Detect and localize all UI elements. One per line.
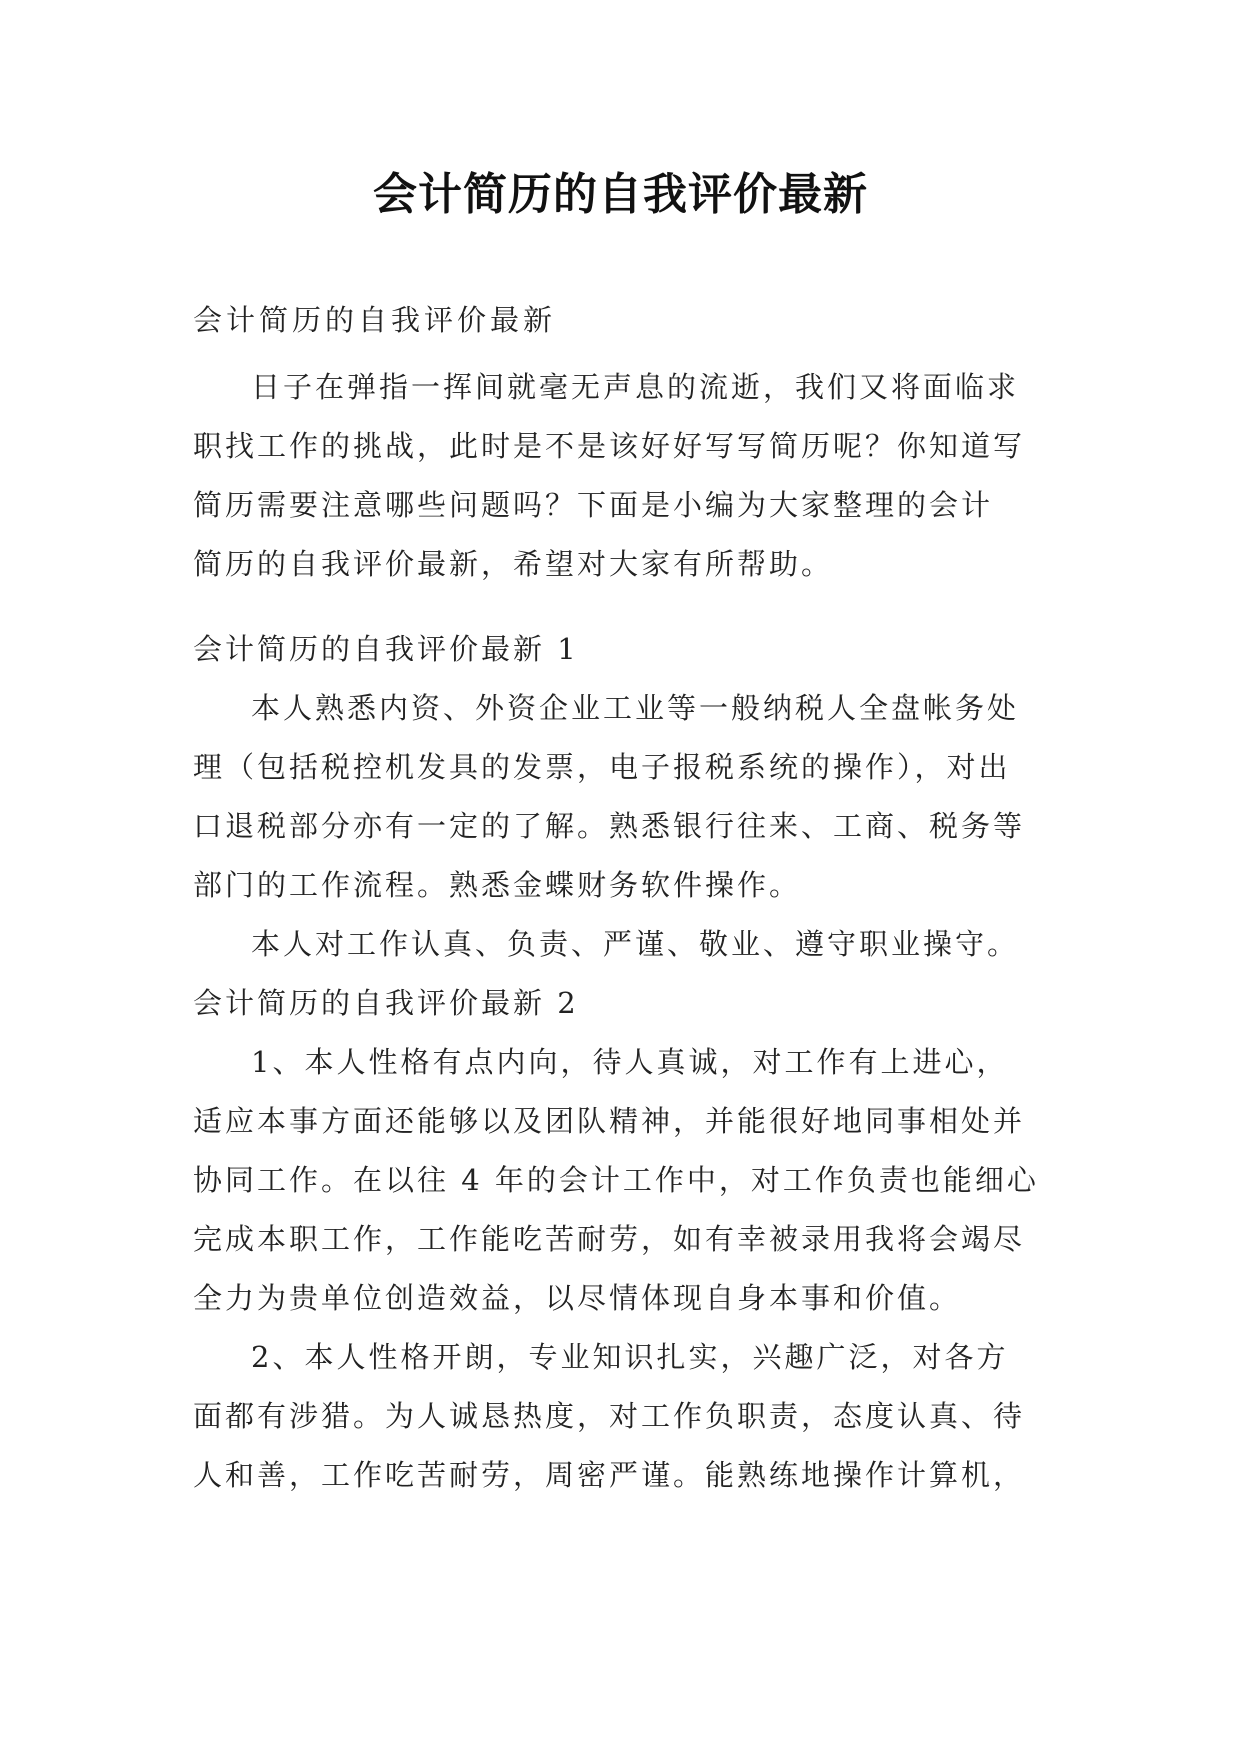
intro-line: 日子在弹指一挥间就毫无声息的流逝，我们又将面临求	[251, 370, 1020, 404]
section-1-line: 口退税部分亦有一定的了解。熟悉银行往来、工商、税务等	[193, 809, 1026, 843]
section-2-line: 协同工作。在以往 4 年的会计工作中，对工作负责也能细心	[193, 1163, 1039, 1197]
intro-paragraph	[193, 358, 1073, 594]
section-1	[193, 620, 1073, 974]
section-2-line: 人和善，工作吃苦耐劳，周密严谨。能熟练地操作计算机，	[193, 1458, 1026, 1492]
section-2	[193, 974, 1073, 1505]
document-subtitle: 会计简历的自我评价最新	[193, 303, 557, 337]
section-1-line: 本人对工作认真、负责、严谨、敬业、遵守职业操守。	[251, 927, 1020, 961]
intro-line: 简历需要注意哪些问题吗？下面是小编为大家整理的会计	[193, 488, 994, 522]
section-2-line: 适应本事方面还能够以及团队精神，并能很好地同事相处并	[193, 1104, 1026, 1138]
section-2-line: 完成本职工作，工作能吃苦耐劳，如有幸被录用我将会竭尽	[193, 1222, 1026, 1256]
section-2-heading: 会计简历的自我评价最新 2	[193, 986, 579, 1020]
section-2-line: 1、本人性格有点内向，待人真诚，对工作有上进心，	[251, 1045, 1009, 1079]
section-2-line: 面都有涉猎。为人诚恳热度，对工作负职责，态度认真、待	[193, 1399, 1026, 1433]
section-1-line: 理（包括税控机发具的发票，电子报税系统的操作），对出	[193, 750, 1011, 784]
intro-line: 职找工作的挑战，此时是不是该好好写写简历呢？你知道写	[193, 429, 1026, 463]
section-1-heading: 会计简历的自我评价最新 1	[193, 632, 579, 666]
section-1-line: 本人熟悉内资、外资企业工业等一般纳税人全盘帐务处	[251, 691, 1020, 725]
document-title: 会计简历的自我评价最新	[373, 169, 868, 220]
intro-line: 简历的自我评价最新，希望对大家有所帮助。	[193, 547, 834, 581]
section-2-line: 2、本人性格开朗，专业知识扎实，兴趣广泛，对各方	[251, 1340, 1009, 1374]
section-2-line: 全力为贵单位创造效益，以尽情体现自身本事和价值。	[193, 1281, 962, 1315]
section-1-line: 部门的工作流程。熟悉金蝶财务软件操作。	[193, 868, 802, 902]
